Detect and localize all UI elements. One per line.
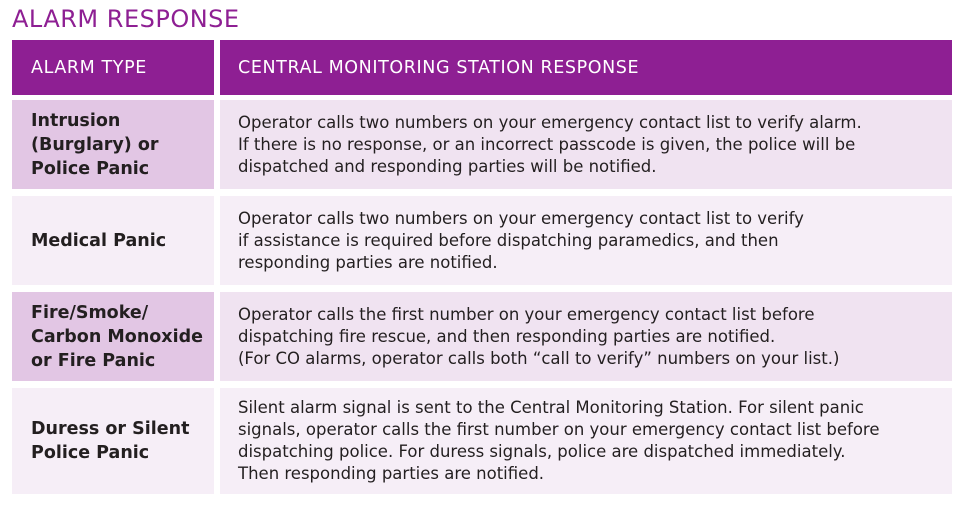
- table-row: [12, 100, 952, 189]
- table-row: [12, 388, 952, 494]
- response-line: Operator calls two numbers on your emergency contact list to verify: [238, 208, 804, 228]
- alarm-type-cell: [12, 292, 214, 381]
- response-cell: [220, 100, 952, 189]
- response-line: responding parties are notified.: [238, 252, 498, 272]
- alarm-type-line: Duress or Silent: [31, 419, 190, 439]
- response-line: dispatching police. For duress signals, police are dispatched immediately.: [238, 442, 846, 461]
- page-title: ALARM RESPONSE: [12, 5, 240, 33]
- response-line: dispatching fire rescue, and then responding parties are notified.: [238, 326, 776, 346]
- table-row: [12, 292, 952, 381]
- header-alarm-type: ALARM TYPE: [12, 40, 214, 95]
- response-cell: [220, 196, 952, 285]
- header-monitoring-response: CENTRAL MONITORING STATION RESPONSE: [220, 40, 952, 95]
- table-row: [12, 196, 952, 285]
- response-cell: [220, 292, 952, 381]
- response-line: Then responding parties are notified.: [238, 464, 545, 483]
- alarm-type-cell: [12, 100, 214, 189]
- response-line: if assistance is required before dispatching paramedics, and then: [238, 230, 779, 250]
- alarm-type-line: Police Panic: [31, 158, 150, 179]
- alarm-type-line: Carbon Monoxide: [31, 326, 203, 347]
- alarm-type-line: Intrusion: [31, 110, 121, 131]
- alarm-type-cell: [12, 196, 214, 285]
- response-line: Silent alarm signal is sent to the Central Monitoring Station. For silent panic: [238, 398, 864, 417]
- alarm-response-table: [12, 40, 952, 501]
- alarm-type-line: Police Panic: [31, 443, 150, 463]
- response-line: If there is no response, or an incorrect passcode is given, the police will be: [238, 134, 856, 154]
- response-line: Operator calls the first number on your emergency contact list before: [238, 304, 815, 324]
- alarm-type-line: or Fire Panic: [31, 350, 156, 371]
- response-line: signals, operator calls the first number on your emergency contact list before: [238, 420, 880, 439]
- response-line: dispatched and responding parties will be notified.: [238, 156, 657, 176]
- response-line: (For CO alarms, operator calls both “call to verify” numbers on your list.): [238, 348, 840, 368]
- alarm-type-line: (Burglary) or: [31, 134, 159, 155]
- response-cell: [220, 388, 952, 494]
- alarm-type-cell: [12, 388, 214, 494]
- alarm-type-line: Fire/Smoke/: [31, 302, 149, 323]
- response-line: Operator calls two numbers on your emergency contact list to verify alarm.: [238, 112, 862, 132]
- table-header-row: [12, 40, 952, 95]
- alarm-type-line: Medical Panic: [31, 230, 167, 251]
